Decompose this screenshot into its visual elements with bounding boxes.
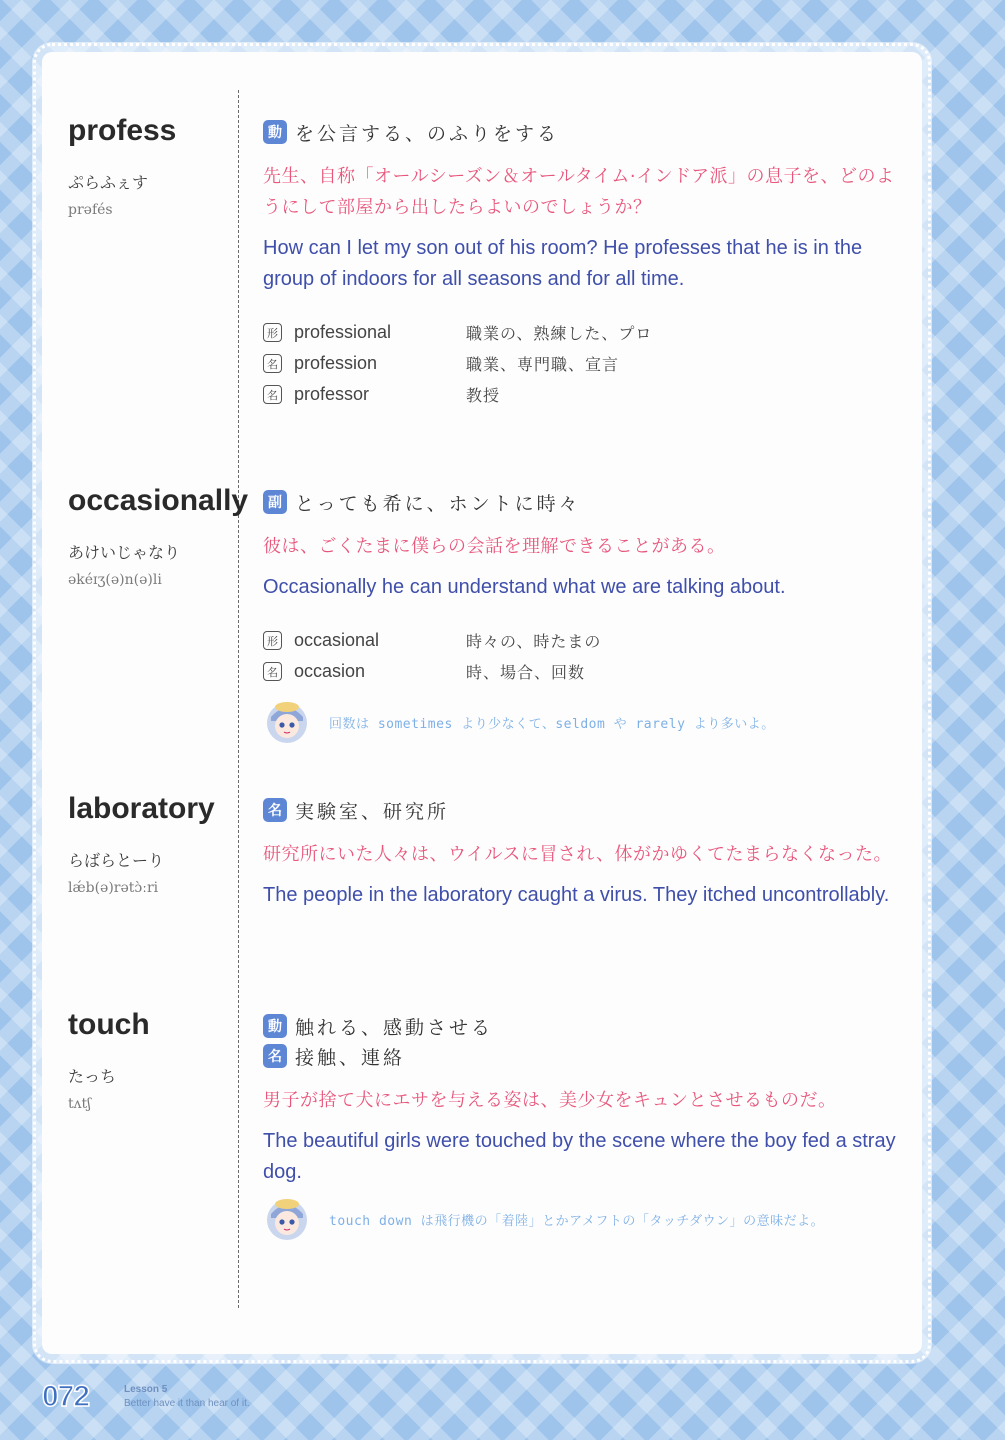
- example-english: The beautiful girls were touched by the scene where the boy fed a stray dog.: [263, 1130, 896, 1183]
- definition-text: とっても希に、ホントに時々: [295, 492, 581, 515]
- related-meaning: 時々の、時たまの: [466, 632, 602, 651]
- kana-reading: ぷらふぇす: [68, 173, 149, 192]
- entry-content: [263, 1011, 903, 1244]
- pronunciation: prəfés: [68, 202, 113, 218]
- related-words: [263, 625, 903, 687]
- definition-text: 接触、連絡: [295, 1046, 406, 1069]
- example-english: The people in the laboratory caught a virus. They itched uncontrollably.: [263, 884, 890, 906]
- example-english: How can I let my son out of his room? He professes that he is in the group of indoors for all seasons and for all time.: [263, 237, 863, 290]
- definition-line: [263, 1041, 903, 1071]
- related-words: [263, 317, 903, 410]
- related-word: professional: [294, 322, 392, 342]
- related-row: [263, 348, 903, 379]
- definition-text: 触れる、感動させる: [295, 1016, 494, 1039]
- definition-line: [263, 487, 903, 517]
- column-divider: [238, 90, 239, 1308]
- pos-badge: 名: [263, 798, 287, 822]
- page-number: 072: [42, 1380, 90, 1413]
- kana-reading: あけいじゃなり: [68, 543, 181, 562]
- example-japanese: 先生、自称「オールシーズン＆オールタイム·インドア派」の息子を、どのようにして部屋から出したらよいのでしょうか？: [263, 166, 895, 218]
- mascot-note: [263, 1194, 903, 1244]
- related-word: occasional: [294, 630, 380, 650]
- related-pos: 名: [263, 385, 282, 404]
- related-meaning: 職業、専門職、宣言: [466, 355, 620, 374]
- related-meaning: 時、場合、回数: [466, 663, 586, 682]
- pos-badge: 副: [263, 490, 287, 514]
- definition-text: を公言する、のふりをする: [295, 122, 560, 145]
- related-pos: 形: [263, 631, 282, 650]
- pos-badge: 動: [263, 1014, 287, 1038]
- example-japanese: 研究所にいた人々は、ウイルスに冒され、体がかゆくてたまらなくなった。: [263, 844, 892, 865]
- related-meaning: 職業の、熟練した、プロ: [466, 324, 653, 343]
- mascot-icon: [263, 697, 311, 747]
- pronunciation: əkéɪʒ(ə)n(ə)li: [68, 572, 162, 588]
- headword: touch: [68, 1008, 150, 1041]
- example-japanese: 彼は、ごくたまに僕らの会話を理解できることがある。: [263, 536, 726, 557]
- example-japanese: 男子が捨て犬にエサを与える姿は、美少女をキュンとさせるものだ。: [263, 1090, 837, 1111]
- note-text: touch down は飛行機の「着陸」とかアメフトの「タッチダウン」の意味だよ。: [329, 1213, 825, 1229]
- headword: laboratory: [68, 792, 215, 825]
- related-pos: 名: [263, 354, 282, 373]
- definition-text: 実験室、研究所: [295, 800, 450, 823]
- headword: profess: [68, 114, 177, 147]
- entry-content: [263, 117, 903, 410]
- related-row: [263, 317, 903, 348]
- related-word: professor: [294, 384, 370, 404]
- entry-content: [263, 487, 903, 747]
- note-text: 回数は sometimes より少なくて、seldom や rarely より多いよ。: [329, 716, 775, 732]
- definition-line: [263, 117, 903, 147]
- kana-reading: らばらとーり: [68, 851, 165, 870]
- related-row: [263, 656, 903, 687]
- related-meaning: 教授: [466, 386, 501, 405]
- pos-badge: 名: [263, 1044, 287, 1068]
- headword: occasionally: [68, 484, 249, 517]
- entry-content: [263, 795, 903, 911]
- related-word: occasion: [294, 661, 366, 681]
- related-word: profession: [294, 353, 378, 373]
- lesson-label: Lesson 5: [124, 1384, 168, 1395]
- kana-reading: たっち: [68, 1067, 117, 1086]
- definition-line: [263, 1011, 903, 1041]
- mascot-icon: [263, 1194, 311, 1244]
- related-row: [263, 625, 903, 656]
- related-row: [263, 379, 903, 410]
- mascot-note: [263, 697, 903, 747]
- definition-line: [263, 795, 903, 825]
- related-pos: 形: [263, 323, 282, 342]
- pronunciation: tʌtʃ: [68, 1096, 91, 1112]
- example-english: Occasionally he can understand what we are talking about.: [263, 576, 786, 598]
- pronunciation: lǽb(ə)rətɔ̀ːri: [68, 880, 159, 896]
- pos-badge: 動: [263, 120, 287, 144]
- lesson-motto: Better have it than hear of it.: [124, 1398, 250, 1409]
- related-pos: 名: [263, 662, 282, 681]
